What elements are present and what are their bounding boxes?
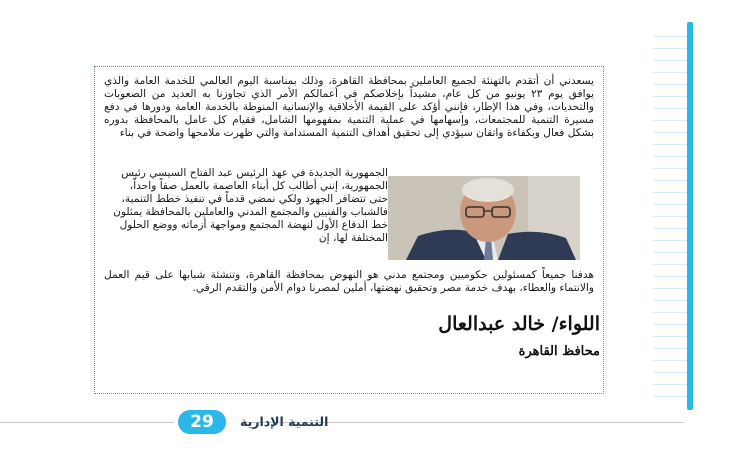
governor-photo — [388, 176, 580, 260]
footer-divider-left — [0, 422, 174, 423]
portrait-image — [388, 176, 580, 260]
signature-name: اللواء/ خالد عبدالعال — [438, 313, 600, 335]
article-paragraph-bottom: هدفنا جميعاً كمسئولين حكوميين ومجتمع مدني هو النهوض بمحافظة القاهرة، وتنشئة شبابها على قيم العمل والانتماء والعطاء، بهدف خدمة مصر وتحقيق نهضتها، أملين لمصرنا دوام الأمن والتقدم الرقي. — [104, 269, 594, 294]
page-number-badge: 29 — [178, 410, 226, 434]
accent-side-bar — [687, 22, 693, 410]
magazine-title: التنمية الإدارية — [240, 414, 329, 429]
signature-title: محافظ القاهرة — [518, 344, 600, 359]
article-paragraph-middle: الجمهورية الجديدة في عهد الرئيس عبد الفتاح السيسي رئيس الجمهورية، إنني أطالب كل أبناء العاصمة بالعمل صفاً واحداً، حتى تتضافر الجهود ولكي نمضي قدماً في تنفيذ خطط التنمية، فالشباب والفنيين والمجتمع المدني والعاملين بالمحافظة يمثلون خط الدفاع الأول لنهضة المجتمع ومواجهة أزماته ووضع الحلول المختلفة لها، إن — [113, 167, 388, 244]
article-paragraph-top: يسعدني أن أتقدم بالتهنئة لجميع العاملين بمحافظة القاهرة، وذلك بمناسبة اليوم العالمي للخدمة العامة والذي يوافق يوم ٢٣ يونيو من كل عام، مشيداً بإخلاصكم في أعمالكم الأمر الذي تجاوزنا به العديد من الصعوبات والتحديات، وفي هذا الإطار، فإنني أؤكد على القيمة الأخلاقية والإنسانية المنوطة بالخدمة العامة ودورها في دفع مسيرة التنمية للمجتمعات، وإسهامها في عملية التنمية بمفهومها الشامل، فقيام كل عامل بالمحافظة بدوره بشكل فعال وبكفاءة واتقان سيؤدي إلى تحقيق أهداف التنمية المستدامة والتي ظهرت ملامحها واضحة في بناء — [104, 75, 594, 139]
